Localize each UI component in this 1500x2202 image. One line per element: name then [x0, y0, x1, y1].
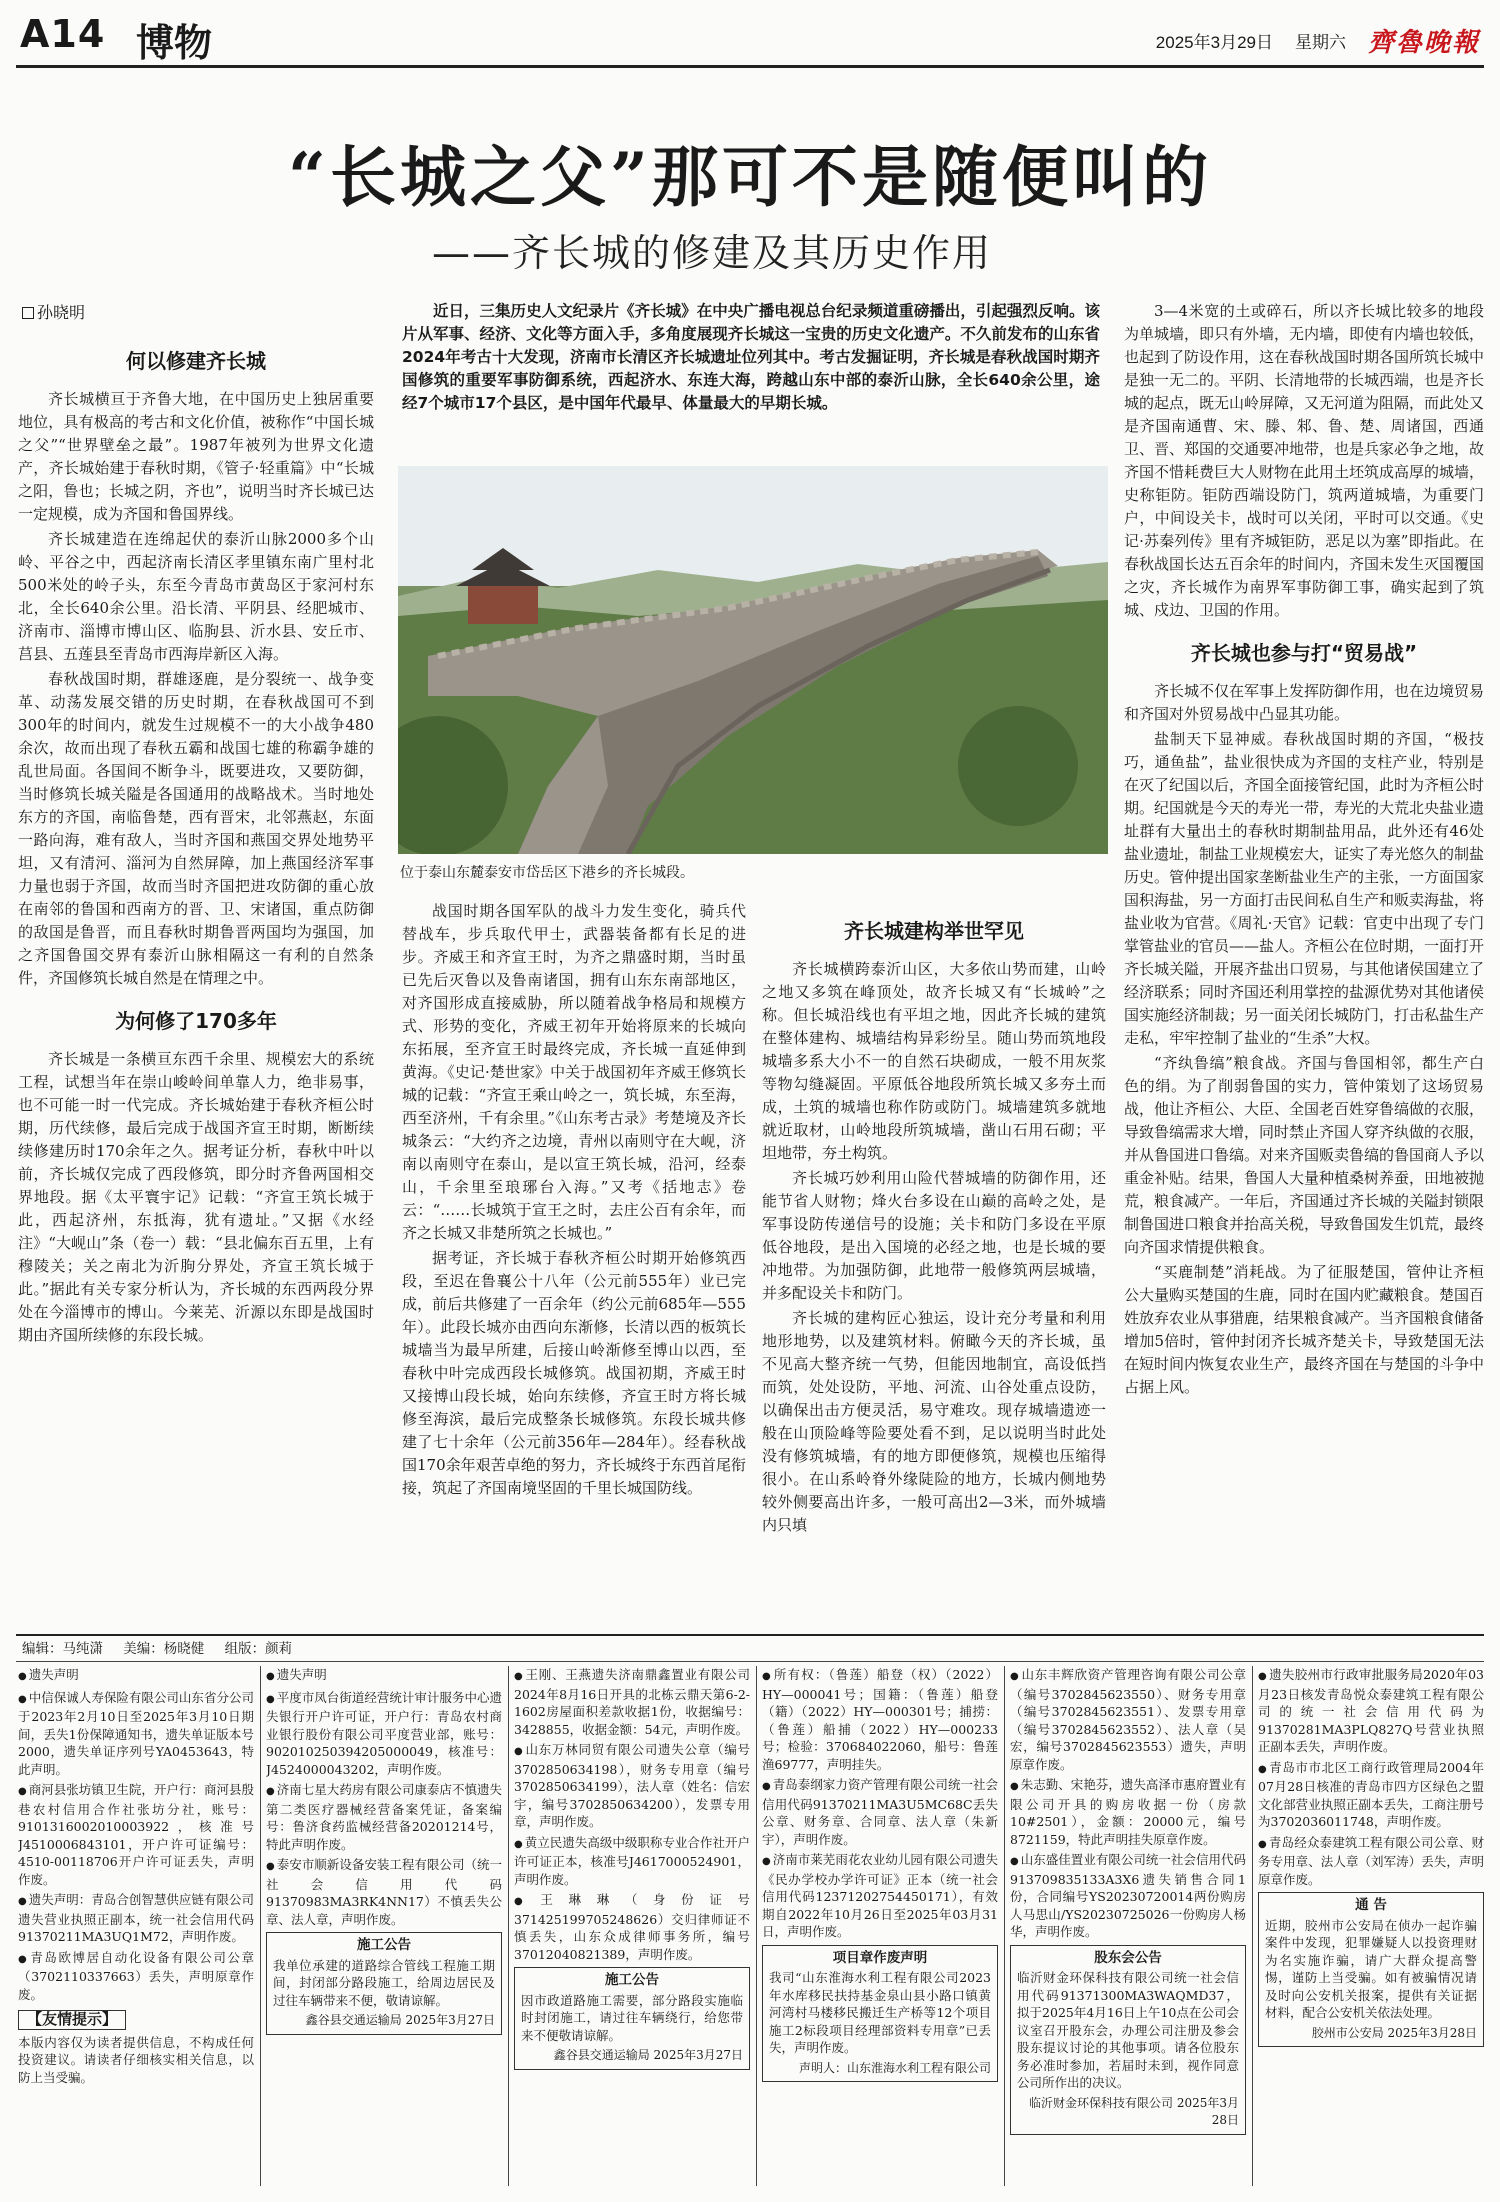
notice-divider	[1004, 1666, 1005, 2186]
body-paragraph: 齐长城横跨泰沂山区，大多依山势而建，山岭之地又多筑在峰顶处，故齐长城又有“长城岭”之称。但长城沿线也有平坦之地，因此齐长城的建筑在整体建构、城墙结构异彩纷呈。随山势而筑地段城墙多系大小不一的自然石块砌成，一般不用灰浆等物勾缝凝固。平原低谷地段所筑长城又多夯土而成，土筑的城墙也称作防或防门。城墙建筑多就地就近取材，山岭地段所筑城墙，凿山石用石砌；平坦地带，夯土构筑。	[762, 960, 1106, 1162]
lead-paragraph: 近日，三集历史人文纪录片《齐长城》在中央广播电视总台纪录频道重磅播出，引起强烈反响。该片从军事、经济、文化等方面入手，多角度展现齐长城这一宝贵的历史文化遗产。不久前发布的山东省2024年考古十大发现，济南市长清区齐长城遗址位列其中。考古发掘证明，齐长城是春秋战国时期齐国修筑的重要军事防御系统，西起济水、东连大海，跨越山东中部的泰沂山脉，全长640余公里，途经7个城市17个县区，是中国年代最早、体量最大的早期长城。	[402, 302, 1100, 412]
box-title: 施工公告	[605, 1972, 659, 1988]
body-paragraph: 齐长城的建构匠心独运，设计充分考量和利用地形地势，以及建筑材料。俯瞰今天的齐长城，虽不见高大整齐统一气势，但能因地制宜，高设低挡而筑，处处设防，平地、河流、山谷处重点设防，以确保出击方便灵活，易守难攻。现存城墙遗迹一般在山顶险峰等险要处看不到，足以说明当时此处没有修筑城墙，有的地方即便修筑，规模也压缩得很小。在山系岭脊外缘陡险的地方，长城内侧地势较外侧要高出许多，一般可高出2—3米，而外城墙内只填	[762, 1309, 1106, 1534]
box-title: 通 告	[1355, 1897, 1387, 1913]
police-notice	[1258, 1892, 1484, 2047]
notice-item: ● 王刚、王燕遗失济南鼎鑫置业有限公司2024年8月16日开具的北栋云鼎天第6-2-1602房屋面积差款收据1份，收据编号：3428855，收据金额：54元，声明作废。	[514, 1666, 750, 1738]
box-title: 施工公告	[357, 1937, 411, 1953]
notice-item: ● 山东盛佳置业有限公司统一社会信用代码913709835133A3X6遗失销售合同1份，合同编号YS20230720014两份购房人马思山/YS20230725026一份购房人杨华，声明作废。	[1010, 1851, 1246, 1941]
notice-item: ● 青岛市市北区工商行政管理局2004年07月28日核准的青岛市四方区绿色之盟文化部营业执照正副本丢失，工商注册号为3702036011748，声明作废。	[1258, 1759, 1484, 1831]
issue-weekday: 星期六	[1294, 33, 1346, 52]
section-name: 博物	[136, 20, 213, 65]
notice-item: ● 遗失胶州市行政审批服务局2020年03月23日核发青岛悦众泰建筑工程有限公司的统一社会信用代码为91370281MA3PLQ827Q号营业执照正副本丢失，声明作废。	[1258, 1666, 1484, 1756]
body-paragraph: 齐长城巧妙利用山险代替城墙的防御作用，还能节省人财物；烽火台多设在山巅的高岭之处，是军事设防传递信号的设施；关卡和防门多设在平原低谷地段，是出入国境的必经之地，也是长城的要冲地带。为加强防御，此地带一般修筑两层城墙，并多配设关卡和防门。	[762, 1169, 1106, 1302]
construction-notice-2	[514, 1967, 750, 2070]
body-paragraph: “买鹿制楚”消耗战。为了征服楚国，管仲让齐桓公大量购买楚国的生鹿，同时在国内贮藏粮食。楚国百姓放弃农业从事猎鹿，结果粮食减产。当齐国粮食储备增加5倍时，管仲封闭齐长城齐楚关卡，导致楚国无法在短时间内恢复农业生产，最终齐国在与楚国的斗争中占据上风。	[1124, 1263, 1484, 1396]
section-heading: 为何修了170多年	[115, 1009, 277, 1033]
body-paragraph: 齐长城横亘于齐鲁大地，在中国历史上独居重要地位，具有极高的考古和文化价值，被称作“中国长城之父”“世界壁垒之最”。1987年被列为世界文化遗产，齐长城始建于春秋时期，《管子·轻重篇》中“长城之阳，鲁也；长城之阴，齐也”，说明当时齐长城已达一定规模，成为齐国和鲁国界线。	[18, 390, 374, 523]
proofreader: 组版：颜莉	[224, 1641, 293, 1657]
box-title: 项目章作废声明	[832, 1949, 928, 1966]
notice-column-6	[1258, 1666, 1484, 2186]
notice-item: ● 中信保诚人寿保险有限公司山东省分公司于2023年2月10日至2025年3月10日期间，丢失1份保障通知书，遗失单证版本号2000，遗失单证序列号YA0453643，特此声明。	[18, 1689, 254, 1779]
friendly-tip-title: 【友情提示】	[18, 2010, 126, 2030]
notice-item: ● 朱志勤、宋艳芬，遗失高泽市惠府置业有限公司开具的购房收据一份（房款10#2501），金额：20000元，编号8721159，特此声明挂失原章作废。	[1010, 1776, 1246, 1848]
notice-column-2	[266, 1666, 502, 2186]
body-paragraph: 战国时期各国军队的战斗力发生变化，骑兵代替战车，步兵取代甲士，武器装备都有长足的进步。齐威王和齐宣王时，为齐之鼎盛时期，当时虽已先后灭鲁以及鲁南诸国，拥有山东东南部地区，对齐国形成直接威胁，所以随着战争格局和规模方式、形势的变化，齐威王初年开始将原来的长城向东拓展，至齐宣王时最终完成，齐长城一直延伸到黄海。《史记·楚世家》中关于战国初年齐威王修筑长城的记载：“齐宣王乘山岭之一，筑长城，东至海，西至济州，千有余里。”《山东考古录》考楚境及齐长城条云：“大约齐之边境，青州以南则守在大岘，济南以南则守在泰山，是以宣王筑长城，沿河，经泰山，千余里至琅琊台入海。”又考《括地志》卷云：“……长城筑于宣王之时，去庄公百有余年，而齐之长城又非楚所筑之长城也。”	[402, 902, 746, 1242]
box-body: 近期，胶州市公安局在侦办一起诈骗案件中发现，犯罪嫌疑人以投资理财为名实施诈骗，请广大群众提高警惕，谨防上当受骗。如有被骗情况请及时向公安机关报案，提供有关证据材料，配合公安机关依法处理。	[1265, 1917, 1477, 2020]
notice-item: ● 济南七星大药房有限公司康泰店不慎遗失第二类医疗器械经营备案凭证，备案编号：鲁济食药监械经营备20201214号，特此声明作废。	[266, 1781, 502, 1853]
great-wall-photo	[398, 466, 1108, 854]
photo-illustration	[398, 466, 1108, 854]
shareholder-meeting-notice	[1010, 1945, 1246, 2135]
construction-notice-1	[266, 1932, 502, 2035]
body-paragraph: “齐纨鲁缟”粮食战。齐国与鲁国相邻，都生产白色的绢。为了削弱鲁国的实力，管仲策划了这场贸易战，他让齐桓公、大臣、全国老百姓穿鲁缟做的衣服，导致鲁缟需求大增，同时禁止齐国人穿齐纨做的衣服，并从鲁国进口鲁缟。对来齐国贩卖鲁缟的鲁国商人予以重金补贴。结果，鲁国人大量种植桑树养蚕，田地被抛荒，粮食减产。一年后，齐国通过齐长城的关隘封锁限制鲁国进口粮食并抬高关税，导致鲁国发生饥荒，最终向齐国求情提供粮食。	[1124, 1054, 1484, 1256]
notice-item: ● 遗失声明	[266, 1666, 502, 1686]
box-sign: 鑫谷县交通运输局 2025年3月27日	[305, 2013, 495, 2027]
box-sign: 临沂财金环保科技有限公司 2025年3月28日	[1029, 2095, 1239, 2127]
paper-logo: 齊魯晚報	[1367, 28, 1480, 58]
notice-item: ● 所有权：（鲁莲）船登（权）（2022）HY—000041号；国籍：（鲁莲）船登（籍）（2022）HY—000301号；捕捞：（鲁莲）船捕（2022）HY—000233号；检验：370684022060，船号：鲁莲渔69777，声明挂失。	[762, 1666, 998, 1773]
notice-item: ● 遗失声明：青岛合创智慧供应链有限公司遗失营业执照正副本，统一社会信用代码91370211MA3UQ1M72，声明作废。	[18, 1891, 254, 1946]
classified-notices	[16, 1666, 1484, 2186]
editor-credits	[16, 1634, 1484, 1662]
notice-divider	[260, 1666, 261, 2186]
page-code: A14	[20, 12, 106, 56]
byline-box-icon	[22, 307, 34, 319]
box-sign: 胶州市公安局 2025年3月28日	[1311, 2025, 1477, 2040]
article-column-2	[402, 900, 746, 1626]
body-paragraph: 3—4米宽的土或碎石，所以齐长城比较多的地段为单城墙，即只有外墙，无内墙，即使有内墙也较低，也起到了防设作用，这在春秋战国时期各国所筑长城中是独一无二的。平阴、长清地带的长城西端，也是齐长城的起点，既无山岭屏障，又无河道为阻隔，而此处又是齐国南通曹、宋、滕、邾、鲁、楚、周诸国，西通卫、晋、郑国的交通要冲地带，也是兵家必争之地，故齐国不惜耗费巨大人财物在此用土坯筑成高厚的城墙，史称钜防。钜防西端设防门，筑两道城墙，为重要门户，中间设关卡，战时可以关闭，平时可以交通。《史记·苏秦列传》里有齐城钜防，恶足以为塞”即指此。在春秋战国长达五百余年的时间内，齐国未发生灭国覆国之灾，齐长城作为南界军事防御工事，确实起到了筑城、戍边、卫国的作用。	[1124, 302, 1484, 619]
notice-divider	[508, 1666, 509, 2186]
header-meta	[1156, 22, 1480, 59]
body-paragraph: 齐长城不仅在军事上发挥防御作用，也在边境贸易和齐国对外贸易战中凸显其功能。	[1124, 682, 1484, 723]
box-body: 因市政道路施工需要，部分路段实施临时封闭施工，请过往车辆绕行，给您带来不便敬请谅解。	[521, 1992, 743, 2043]
photo-caption: 位于泰山东麓泰安市岱岳区下港乡的齐长城段。	[400, 865, 694, 881]
project-seal-notice	[762, 1945, 998, 2083]
box-body: 临沂财金环保科技有限公司统一社会信用代码91371300MA3WAQMD37，拟于2025年4月16日上午10点在公司会议室召开股东会，办理公司注册及参会股东提议讨论的其他事项。请各位股东务必准时参加，若届时未到，视作同意公司所作出的决议。	[1017, 1970, 1239, 2090]
notice-item: ● 山东万林同贸有限公司遗失公章（编号3702850634198），财务专用章（编号3702850634199），法人章（姓名：信宏宇，编号3702850634200），发票专用章，声明作废。	[514, 1741, 750, 1831]
box-sign: 鑫谷县交通运输局 2025年3月27日	[553, 2048, 743, 2062]
article-subtitle: ——齐长城的修建及其历史作用	[432, 231, 993, 275]
notice-column-1	[18, 1666, 254, 2186]
section-heading: 齐长城建构举世罕见	[844, 919, 1024, 943]
box-body: 我单位承建的道路综合管线工程施工期间，封闭部分路段施工，给周边居民及过往车辆带来不便，敬请谅解。	[273, 1957, 495, 2008]
body-paragraph: 据考证，齐长城于春秋齐桓公时期开始修筑西段，至迟在鲁襄公十八年（公元前555年）业已完成，前后共修建了一百余年（约公元前685年—555年）。此段长城亦由西向东渐修，长清以西的板筑长城墙当为最早所建，后接山岭渐修至博山以西，至春秋中叶完成西段长城修筑。战国初期，齐威王时又接博山段长城，始向东续修，齐宣王时方将长城修至海滨，最后完成整条长城修筑。东段长城共修建了七十余年（公元前356年—284年）。经春秋战国170余年艰苦卓绝的努力，齐长城终于东西首尾衔接，筑起了齐国南境坚固的千里长城国防线。	[402, 1249, 746, 1497]
issue-date: 2025年3月29日	[1155, 33, 1273, 52]
notice-item: ● 青岛欧博居自动化设备有限公司公章（3702110337663）丢失，声明原章作废。	[18, 1949, 254, 2004]
body-paragraph: 春秋战国时期，群雄逐鹿，是分裂统一、战争变革、动荡发展交错的历史时期，在春秋战国可不到300年的时间内，就发生过规模不一的大小战争480余次，故而出现了春秋五霸和战国七雄的称霸争雄的乱世局面。各国间不断争斗，既要进攻，又要防御，当时修筑长城关隘是各国通用的战略战术。当时地处东方的齐国，南临鲁楚，西有晋宋，北邻燕赵，东面一路向海，难有敌人，当时齐国和燕国交界处地势平坦，又有清河、淄河为自然屏障，加上燕国经济军事力量也弱于齐国，故而当时齐国把进攻防御的重心放在南邻的鲁国和西南方的晋、卫、宋诸国，重点防御的敌国是鲁晋，而且春秋时期鲁晋两国均为强国，加之齐国鲁国交界有泰沂山脉相隔这一有利的自然条件，齐国修筑长城自然是在情理之中。	[18, 670, 374, 987]
author-name: 孙晓明	[37, 303, 86, 322]
byline	[22, 300, 85, 323]
notice-column-4	[762, 1666, 998, 2186]
notice-divider	[756, 1666, 757, 2186]
article-column-3	[762, 900, 1106, 1626]
notice-item: ● 遗失声明	[18, 1666, 254, 1686]
article-lead	[402, 300, 1100, 415]
box-title: 股东会公告	[1094, 1949, 1162, 1966]
box-body: 我司“山东淮海水利工程有限公司2023年水库移民扶持基金泉山县小路口镇黄河湾村马楼移民搬迁生产桥等12个项目施工2标段项目经理部资料专用章”已丢失，声明作废。	[769, 1970, 991, 2055]
section-heading: 何以修建齐长城	[126, 349, 266, 373]
notice-column-5	[1010, 1666, 1246, 2186]
notice-column-3	[514, 1666, 750, 2186]
body-paragraph: 齐长城是一条横亘东西千余里、规模宏大的系统工程，试想当年在崇山峻岭间单靠人力，绝非易事，也不可能一时一代完成。齐长城始建于春秋齐桓公时期，历代续修，最后完成于战国齐宣王时期，断断续续修建历时170余年之久。据考证分析，春秋中叶以前，齐长城仅完成了西段修筑，即分时齐鲁两国相交界地段。据《太平寰宇记》记载：“齐宣王筑长城于此，西起济州，东抵海，犹有遗址。”又据《水经注》“大岘山”条（卷一）载：“县北偏东百五里，上有穆陵关；关之南北为沂朐分界处，齐宣王筑长城于此。”据此有关专家分析认为，齐长城的东西两段分界处在今淄博市的博山。今莱芜、沂源以东即是战国时期由齐国所续修的东段长城。	[18, 1050, 374, 1344]
friendly-tip-body: 本版内容仅为读者提供信息，不构成任何投资建议。请读者仔细核实相关信息，以防上当受骗。	[18, 2034, 254, 2085]
notice-item: ● 王琳琳（身份证号371425199705248626）交归律师证不慎丢失，山东众成律师事务所，编号37012040821389，声明作废。	[514, 1891, 750, 1963]
designer: 美编：杨晓健	[123, 1641, 205, 1657]
article-column-1	[18, 330, 374, 1626]
section-heading: 齐长城也参与打“贸易战”	[1190, 641, 1418, 665]
notice-item: ● 济南市莱芜雨花农业幼儿园有限公司遗失《民办学校办学许可证》正本（统一社会信用代码12371202754450171），有效期自2022年10月26日至2025年03月31日，声明作废。	[762, 1851, 998, 1941]
notice-item: ● 商河县张坊镇卫生院，开户行：商河县殷巷农村信用合作社张坊分社，账号：9101316002010003922，核准号J4510006843101，开户许可证编号：4510-00118706开户许可证丢失，声明作废。	[18, 1781, 254, 1888]
notice-item: ● 平度市凤台街道经营统计审计服务中心遗失银行开户许可证，开户行：青岛农村商业银行股份有限公司平度营业部，账号：902010250394205000049，核准号：J4524000043202，声明作废。	[266, 1689, 502, 1779]
body-paragraph: 齐长城建造在连绵起伏的泰沂山脉2000多个山岭、平谷之中，西起济南长清区孝里镇东南广里村北500米处的岭子头，东至今青岛市黄岛区于家河村东北，全长640余公里。沿长清、平阴县、经肥城市、济南市、淄博市博山区、临朐县、沂水县、安丘市、莒县、五莲县至青岛市西海岸新区入海。	[18, 530, 374, 663]
page-header	[16, 8, 1484, 68]
notice-divider	[1252, 1666, 1253, 2186]
notice-item: ● 泰安市顺新设备安装工程有限公司（统一社会信用代码91370983MA3RK4NN17）不慎丢失公章、法人章，声明作废。	[266, 1856, 502, 1928]
article-title: “长城之父”那可不是随便叫的	[288, 138, 1212, 216]
article-column-4	[1124, 300, 1484, 1626]
body-paragraph: 盐制天下显神威。春秋战国时期的齐国，“极技巧，通鱼盐”，盐业很快成为齐国的支柱产业，特别是在灭了纪国以后，齐国全面接管纪国，此时为齐桓公时期。纪国就是今天的寿光一带，寿光的大荒北央盐业遗址群有大量出土的春秋时期制盐用品，此外还有46处盐业遗址，制盐工业规模宏大，证实了寿光悠久的制盐历史。管仲提出国家垄断盐业生产的主张，一方面国家国积海盐，另一方面打击民间私自生产和贩卖海盐，将盐业收为官营。《周礼·天官》记载：官吏中出现了专门掌管盐业的官员——盐人。齐桓公在位时期，一面打开齐长城关隘，开展齐盐出口贸易，与其他诸侯国建立了经济联系；同时齐国还利用掌控的盐源优势对其他诸侯国实施经济制裁；另一面关闭长城防门，打击私盐生产走私，牢牢控制了盐业的“生杀”大权。	[1124, 730, 1484, 1047]
notice-item: ● 黄立民遗失高级中级职称专业合作社开户许可证正本，核准号J4617000524901，声明作废。	[514, 1834, 750, 1889]
editor: 编辑：马纯潇	[22, 1641, 103, 1657]
notice-item: ● 青岛泰纲家力资产管理有限公司统一社会信用代码91370211MA3U5MC68C丢失公章、财务章、合同章、法人章（朱新宇），声明作废。	[762, 1776, 998, 1848]
box-sign: 声明人：山东淮海水利工程有限公司	[798, 2060, 991, 2075]
notice-item: ● 青岛经众泰建筑工程有限公司公章、财务专用章、法人章（刘军涛）丢失，声明原章作废。	[1258, 1834, 1484, 1889]
notice-item: ● 山东丰辉欣资产管理咨询有限公司公章（编号3702845623550）、财务专用章（编号3702845623551）、发票专用章（编号3702845623552）、法人章（吴宏，编号3702845623553）遗失，声明原章作废。	[1010, 1666, 1246, 1773]
